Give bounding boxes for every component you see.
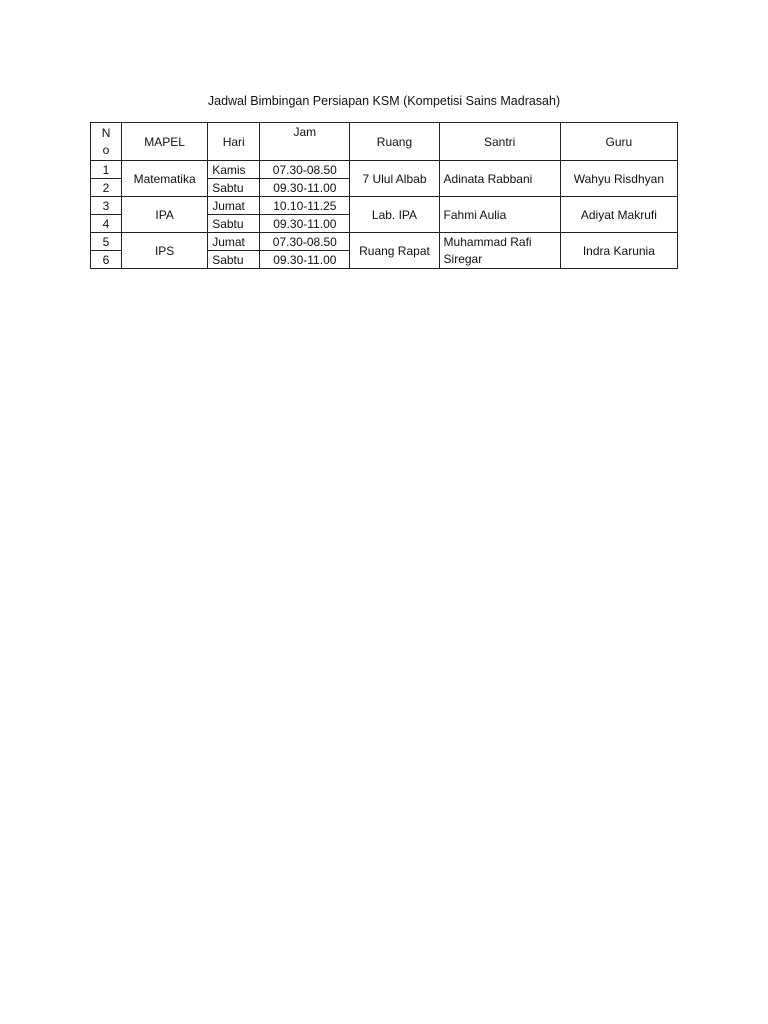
cell-santri: Muhammad Rafi Siregar — [439, 233, 560, 269]
cell-hari: Sabtu — [208, 179, 260, 197]
cell-hari: Kamis — [208, 161, 260, 179]
header-no-line2: o — [102, 142, 110, 157]
cell-hari: Jumat — [208, 197, 260, 215]
cell-santri: Fahmi Aulia — [439, 197, 560, 233]
cell-jam: 09.30-11.00 — [260, 251, 350, 269]
row-no: 2 — [91, 179, 122, 197]
cell-mapel: Matematika — [122, 161, 208, 197]
header-no — [91, 123, 122, 161]
cell-ruang: 7 Ulul Albab — [350, 161, 439, 197]
cell-mapel: IPS — [122, 233, 208, 269]
row-no: 5 — [91, 233, 122, 251]
row-no: 3 — [91, 197, 122, 215]
document-title: Jadwal Bimbingan Persiapan KSM (Kompetisi Sains Madrasah) — [207, 94, 561, 108]
header-row — [91, 123, 678, 161]
cell-ruang: Ruang Rapat — [350, 233, 439, 269]
header-jam: Jam — [260, 123, 350, 161]
cell-jam: 10.10-11.25 — [260, 197, 350, 215]
cell-guru: Adiyat Makrufi — [560, 197, 677, 233]
cell-ruang: Lab. IPA — [350, 197, 439, 233]
cell-mapel: IPA — [122, 197, 208, 233]
cell-santri: Adinata Rabbani — [439, 161, 560, 197]
cell-jam: 09.30-11.00 — [260, 215, 350, 233]
cell-guru: Wahyu Risdhyan — [560, 161, 677, 197]
header-santri: Santri — [439, 123, 560, 161]
cell-jam: 07.30-08.50 — [260, 161, 350, 179]
schedule-table — [90, 122, 678, 269]
cell-hari: Sabtu — [208, 215, 260, 233]
table-row — [91, 197, 678, 215]
cell-guru: Indra Karunia — [560, 233, 677, 269]
row-no: 4 — [91, 215, 122, 233]
header-hari: Hari — [208, 123, 260, 161]
header-ruang: Ruang — [350, 123, 439, 161]
cell-hari: Jumat — [208, 233, 260, 251]
cell-hari: Sabtu — [208, 251, 260, 269]
table-row — [91, 161, 678, 179]
row-no: 6 — [91, 251, 122, 269]
cell-jam: 09.30-11.00 — [260, 179, 350, 197]
header-mapel: MAPEL — [122, 123, 208, 161]
header-guru: Guru — [560, 123, 677, 161]
row-no: 1 — [91, 161, 122, 179]
header-no-line1: N — [101, 125, 111, 140]
table-row — [91, 233, 678, 251]
cell-jam: 07.30-08.50 — [260, 233, 350, 251]
